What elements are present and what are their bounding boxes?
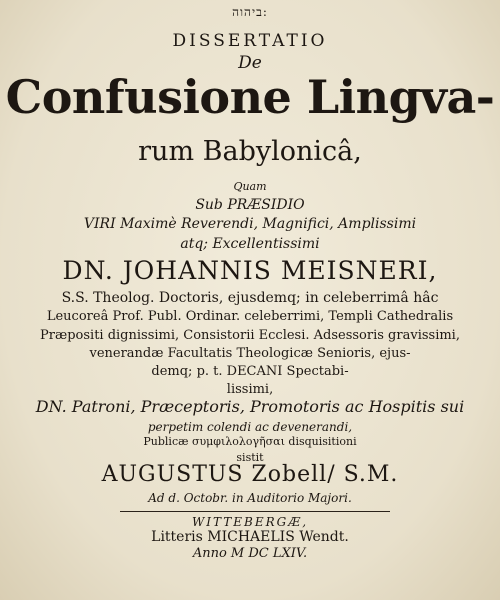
publicae-line: Publicæ συμφιλολογῆσαι disquisitioni	[143, 435, 357, 448]
praeses-title-line-1: S.S. Theolog. Doctoris, ejusdemq; in celeberrimâ hâc	[61, 290, 439, 306]
praeses-title-line-2: Leucoreâ Prof. Publ. Ordinar. celeberrimi, Templi Cathedralis	[46, 309, 454, 324]
quam-word: Quam	[233, 180, 267, 193]
atq-line: atq; Excellentissimi	[180, 236, 320, 252]
hebrew-invocation: ביהוה:	[232, 5, 268, 19]
imprint-divider	[120, 511, 390, 512]
praeses-title-line-5: demq; p. t. DECANI Spectabi-	[151, 364, 349, 379]
imprint-printer: Litteris MICHAELIS Wendt.	[151, 529, 349, 545]
sub-praesidio: Sub PRÆSIDIO	[195, 197, 305, 213]
praeses-title-line-3: Præpositi dignissimi, Consistorii Ecclesi. Adsessoris gravissimi,	[40, 328, 460, 343]
viri-line: VIRI Maximè Reverendi, Magnifici, Amplissimi	[83, 216, 417, 232]
praeses-name: DN. JOHANNIS MEISNERI,	[62, 256, 438, 285]
imprint-place: WITTEBERGÆ,	[191, 515, 309, 529]
venue-line: Ad d. Octobr. in Auditorio Majori.	[148, 491, 352, 505]
respondens-name: AUGUSTUS Zobell/ S.M.	[101, 462, 399, 487]
main-title-line-1: Confusione Lingva-	[5, 70, 495, 124]
patroni-line: DN. Patroni, Præceptoris, Promotoris ac Hospitis sui	[35, 397, 465, 416]
praeses-title-line-4: venerandæ Facultatis Theologicæ Senioris, ejus-	[89, 346, 411, 361]
de-word: De	[238, 53, 262, 73]
colendi-line: perpetim colendi ac devenerandi,	[147, 420, 353, 434]
imprint-year: Anno M DC LXIV.	[192, 546, 308, 561]
dissertatio-heading: DISSERTATIO	[172, 31, 328, 51]
praeses-title-line-6: lissimi,	[226, 382, 274, 397]
sistit-word: sistit	[236, 451, 264, 464]
main-title-line-2: rum Babylonicâ,	[138, 136, 362, 167]
